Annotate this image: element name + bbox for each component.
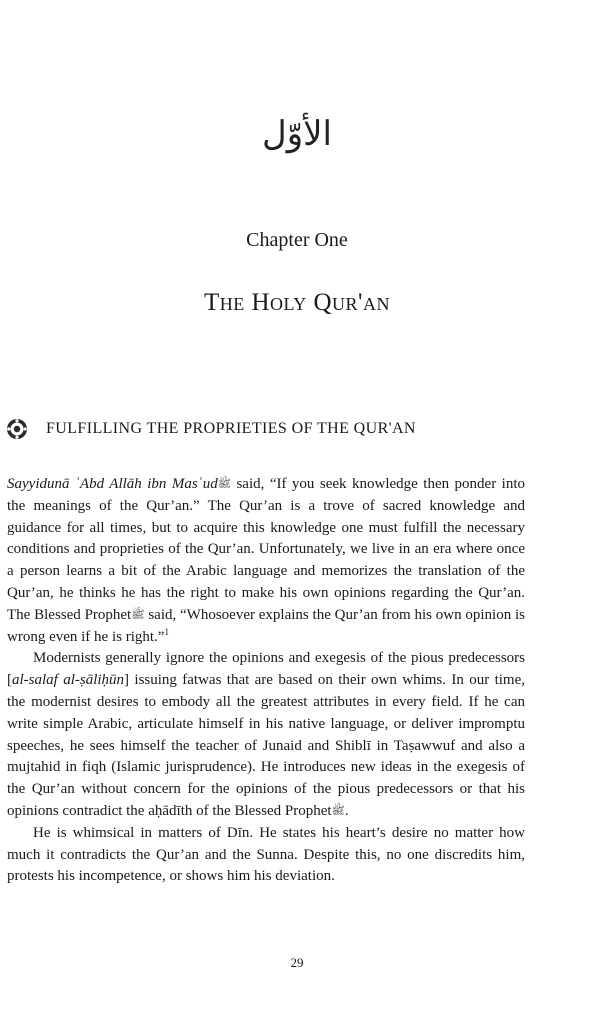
chapter-label: Chapter One — [246, 229, 348, 251]
paragraph-1-text-a: said, “If you seek knowledge then ponder into the meanings of the Qur’an.” The Qur’an is a trove of sacred knowledge and guidance for all times, but to acquire this knowledge one must fulfill the necessary conditions and proprieties of the Qur’an. Unfortunately, we live in an era where once a person learns a bit of the Arabic language and memorizes the translation of the Qur’an, he thinks he has the right to make his own opinions regarding the Qur’an. The Blessed Prophet — [7, 476, 525, 623]
rosette-ornament-icon — [6, 418, 28, 440]
chapter-title: The Holy Qur'an — [203, 289, 391, 316]
paragraph-1 — [7, 474, 525, 648]
section-title: FULFILLING THE PROPRIETIES OF THE QUR'AN — [46, 420, 416, 437]
paragraph-1-text-b: said, “Whosoever explains the Qur’an from his own opinion is wrong even if he is right.” — [7, 606, 525, 645]
paragraph-2-text-a: Modernists generally ignore the opinions and exegesis of the pious predecessors [ — [7, 650, 525, 689]
honorific-symbol: ﷺ — [331, 804, 345, 817]
honorific-symbol: ﷺ — [217, 478, 231, 490]
section-heading — [6, 418, 586, 440]
honorific-symbol: ﷺ — [131, 608, 145, 621]
italic-term: al-salaf al-ṣāliḥūn — [12, 672, 125, 689]
arabic-chapter-heading: الأوّل — [262, 114, 332, 154]
page-number: 29 — [290, 955, 304, 970]
paragraph-3: He is whimsical in matters of Dīn. He states his heart’s desire no matter how much it contradicts the Qur’an and the Sunna. Despite this, no one discredits him, protests his incompetence, or shows him his deviation. — [7, 824, 525, 885]
paragraph-2 — [7, 648, 525, 822]
footnote-reference[interactable]: 1 — [164, 626, 169, 637]
paragraph-2-text-c: . — [344, 802, 349, 819]
narrator-name: Sayyidunā ʿAbd Allāh ibn Masʿud — [7, 476, 218, 492]
paragraph-2-text-b: ] issuing fatwas that are based on their own whims. In our time, the modernist desires to embody all the greatest attributes in every field. If he can write simple Arabic, articulate himself in his native language, or deliver impromptu speeches, he sees himself the teacher of Junaid and Shiblī in Taṣawwuf and also a mujtahid in fiqh (Islamic jurisprudence). He introduces new ideas in the exegesis of the Qur’an without concern for the opinions of the pious predecessors or that his opinions contradict the aḥādīth of the Blessed Prophet — [7, 672, 526, 819]
body-text — [7, 474, 525, 888]
